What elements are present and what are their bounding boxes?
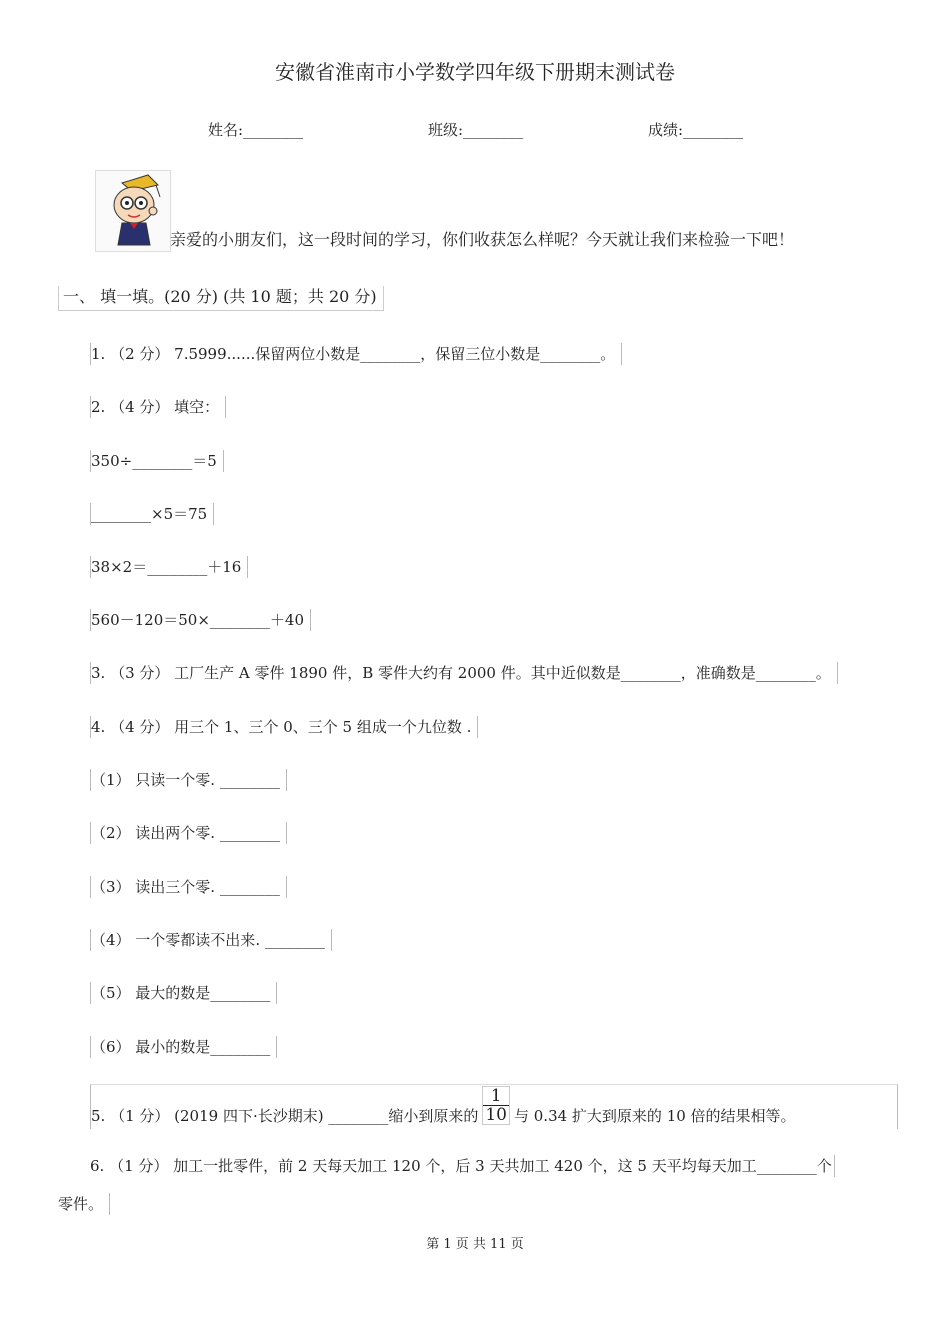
question-1: 1. （2 分） 7.5999......保留两位小数是________，保留三位小数是________。: [90, 343, 622, 365]
q4-sub-6: （6） 最小的数是________: [90, 1036, 277, 1058]
class-blank: ________: [463, 121, 524, 139]
q4-sub-4: （4） 一个零都读不出来. ________: [90, 929, 332, 951]
score-blank: ________: [683, 121, 744, 139]
score-field[interactable]: [648, 119, 743, 140]
q5-fraction-denominator: 10: [485, 1105, 507, 1125]
question-2-stem: 2. （4 分） 填空：: [90, 396, 226, 418]
mascot-icon: [96, 171, 170, 251]
q4-sub-3: （3） 读出三个零. ________: [90, 876, 287, 898]
question-5: [90, 1084, 898, 1129]
q4-sub-5: （5） 最大的数是________: [90, 982, 277, 1004]
class-label: 班级:: [428, 121, 464, 139]
q5-fraction-numerator: 1: [483, 1087, 509, 1106]
question-3: 3. （3 分） 工厂生产 A 零件 1890 件，B 零件大约有 2000 件。其中近似数是________，准确数是________。: [90, 662, 838, 684]
question-6-line-2: 零件。: [58, 1193, 110, 1215]
q4-sub-1: （1） 只读一个零. ________: [90, 769, 287, 791]
q5-before: 5. （1 分） (2019 四下·长沙期末) ________缩小到原来的: [91, 1107, 479, 1125]
score-label: 成绩:: [648, 121, 684, 139]
page-title: 安徽省淮南市小学数学四年级下册期末测试卷: [275, 60, 675, 84]
section-heading: 一、 填一填。(20 分) (共 10 题；共 20 分): [58, 286, 384, 311]
mascot-image: [95, 170, 171, 252]
name-blank: ________: [243, 121, 304, 139]
q2-line-4: 560－120＝50×________＋40: [90, 609, 311, 631]
name-field[interactable]: [208, 119, 303, 140]
q4-sub-2: （2） 读出两个零. ________: [90, 822, 287, 844]
name-label: 姓名:: [208, 121, 244, 139]
question-6-line-1: 6. （1 分） 加工一批零件，前 2 天每天加工 120 个，后 3 天共加工 420 个，这 5 天平均每天加工________个: [90, 1155, 835, 1177]
q2-line-3: 38×2＝________＋16: [90, 556, 248, 578]
q5-fraction: [482, 1086, 510, 1125]
q5-after: 与 0.34 扩大到原来的 10 倍的结果相等。: [513, 1107, 796, 1125]
page-footer: 第 1 页 共 11 页: [426, 1237, 524, 1252]
class-field[interactable]: [428, 119, 523, 140]
q2-line-2: ________×5＝75: [90, 503, 214, 525]
intro-text: 亲爱的小朋友们，这一段时间的学习，你们收获怎么样呢？今天就让我们来检验一下吧！: [170, 230, 795, 249]
q2-line-1: 350÷________＝5: [90, 450, 224, 472]
question-4-stem: 4. （4 分） 用三个 1、三个 0、三个 5 组成一个九位数 .: [90, 716, 478, 738]
